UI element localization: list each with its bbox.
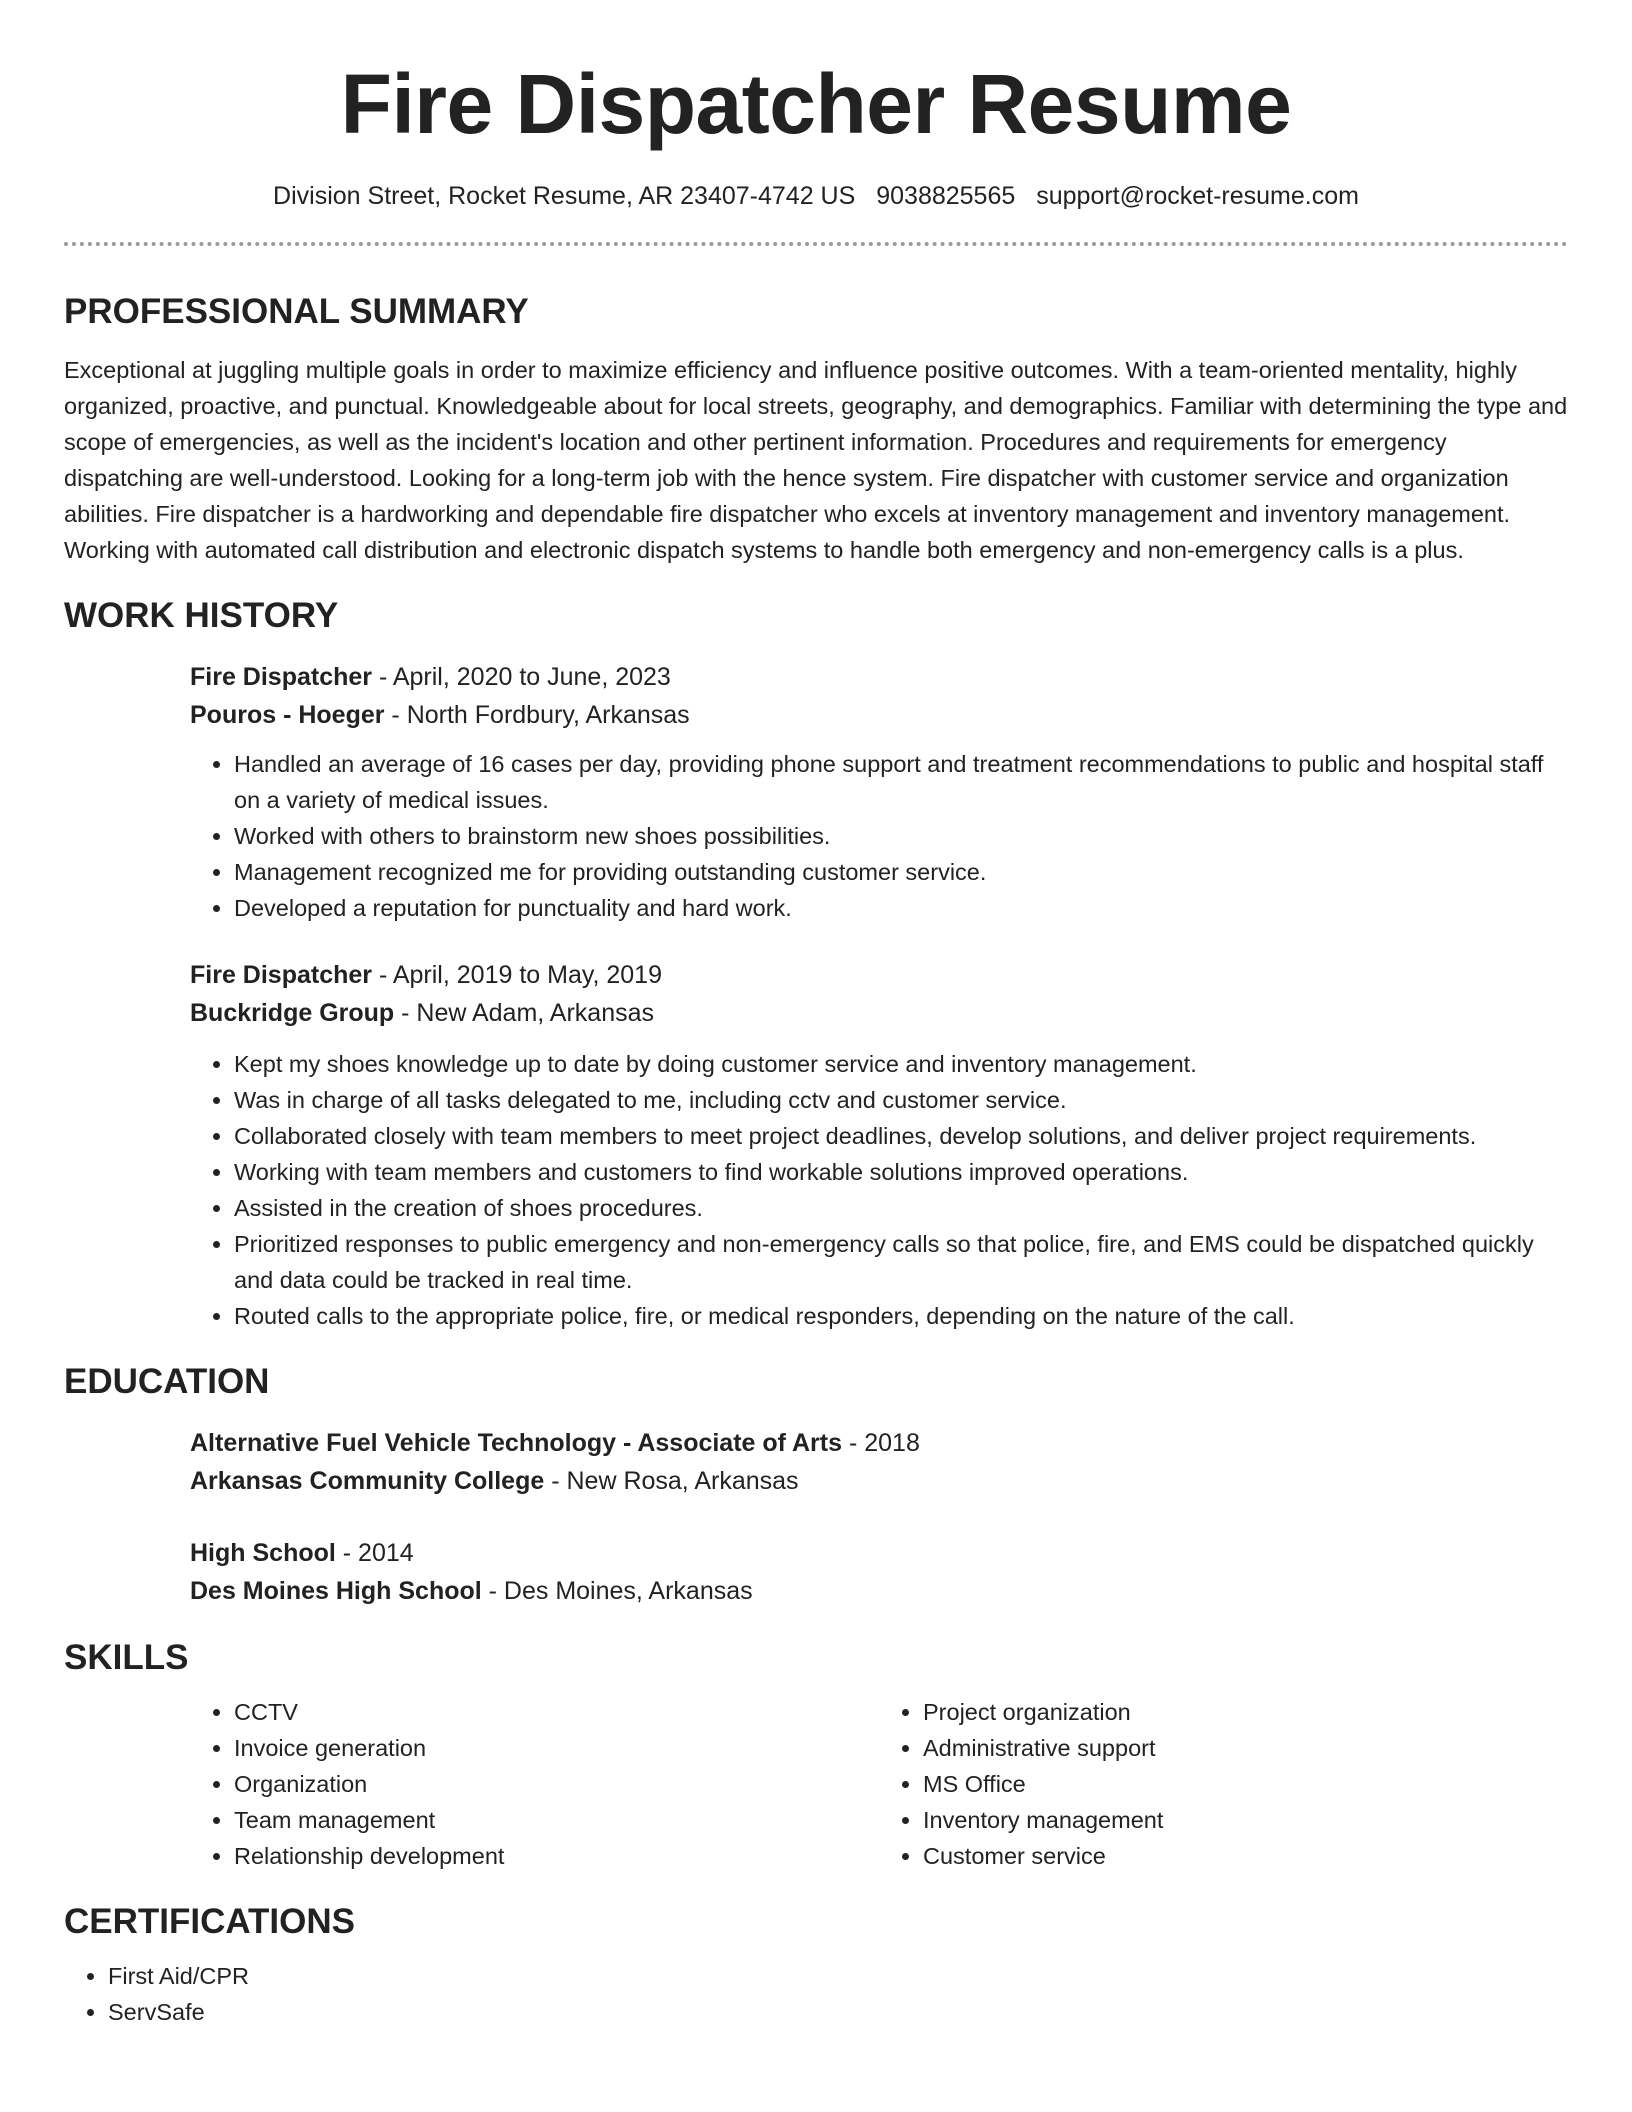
school-location: - Des Moines, Arkansas — [481, 1577, 753, 1605]
school-location: - New Rosa, Arkansas — [544, 1467, 799, 1495]
job-title-line — [190, 956, 1568, 994]
job-company-line — [190, 696, 1568, 734]
list-item: • First Aid/CPR — [108, 1958, 1568, 1994]
job-dates: - April, 2020 to June, 2023 — [372, 663, 671, 691]
list-item: • Developed a reputation for punctuality and hard work. — [234, 890, 1568, 926]
list-item: • Working with team members and customers to find workable solutions improved operations. — [234, 1154, 1568, 1190]
list-item: • ServSafe — [108, 1994, 1568, 2030]
summary-text: Exceptional at juggling multiple goals in order to maximize efficiency and influence positive outcomes. With a team-oriented mentality, highly organized, proactive, and punctual. Knowledgeable about for local streets, geography, and demographics. Familiar with determining the type and scope of emergencies, as well as the incident's location and other pertinent information. Procedures and requirements for emergency dispatching are well-understood. Looking for a long-term job with the hence system. Fire dispatcher with customer service and organization abilities. Fire dispatcher is a hardworking and dependable fire dispatcher who excels at inventory management and inventory management. Working with automated call distribution and electronic dispatch systems to handle both emergency and non-emergency calls is a plus. — [64, 357, 1568, 563]
job-company: Buckridge Group — [190, 999, 395, 1027]
list-item: • Collaborated closely with team members to meet project deadlines, develop solutions, and deliver project requirements. — [234, 1118, 1568, 1154]
degree-name: High School — [190, 1539, 336, 1567]
degree-line — [190, 1534, 1568, 1572]
summary-section — [64, 290, 1568, 568]
school-name: Arkansas Community College — [190, 1467, 545, 1495]
education-section — [64, 1360, 1568, 1610]
skills-list-left — [190, 1694, 879, 1874]
list-item: • Was in charge of all tasks delegated to me, including cctv and customer service. — [234, 1082, 1568, 1118]
job-entry — [190, 658, 1568, 926]
job-entry — [190, 956, 1568, 1334]
list-item: • Assisted in the creation of shoes procedures. — [234, 1190, 1568, 1226]
skills-list-right — [879, 1694, 1568, 1874]
list-item: • Worked with others to brainstorm new shoes possibilities. — [234, 818, 1568, 854]
job-role: Fire Dispatcher — [190, 663, 373, 691]
job-location: - North Fordbury, Arkansas — [384, 701, 690, 729]
list-item: • Relationship development — [234, 1838, 879, 1874]
list-item: • Prioritized responses to public emergency and non-emergency calls so that police, fire, and EMS could be dispatched quickly and data could be tracked in real time. — [234, 1226, 1568, 1298]
skills-heading: SKILLS — [64, 1638, 189, 1677]
list-item: • Inventory management — [923, 1802, 1568, 1838]
certifications-section — [64, 1900, 1568, 2030]
school-line — [190, 1462, 1568, 1500]
list-item: • Customer service — [923, 1838, 1568, 1874]
degree-line — [190, 1424, 1568, 1462]
job-company: Pouros - Hoeger — [190, 701, 385, 729]
list-item: • Kept my shoes knowledge up to date by doing customer service and inventory management. — [234, 1046, 1568, 1082]
list-item: • Routed calls to the appropriate police, fire, or medical responders, depending on the nature of the call. — [234, 1298, 1568, 1334]
education-entry — [190, 1424, 1568, 1500]
list-item: • Invoice generation — [234, 1730, 879, 1766]
certifications-heading: CERTIFICATIONS — [64, 1902, 356, 1941]
job-duties — [190, 1046, 1568, 1334]
list-item: • CCTV — [234, 1694, 879, 1730]
contact-phone: 9038825565 — [876, 182, 1016, 210]
school-line — [190, 1572, 1568, 1610]
contact-email: support@rocket-resume.com — [1036, 182, 1359, 210]
list-item: • Management recognized me for providing outstanding customer service. — [234, 854, 1568, 890]
job-role: Fire Dispatcher — [190, 961, 373, 989]
school-name: Des Moines High School — [190, 1577, 482, 1605]
job-company-line — [190, 994, 1568, 1032]
list-item: • Handled an average of 16 cases per day, providing phone support and treatment recommendations to public and hospital staff on a variety of medical issues. — [234, 746, 1568, 818]
resume-title: Fire Dispatcher Resume — [340, 57, 1292, 151]
degree-year: - 2018 — [842, 1429, 920, 1457]
list-item: • Organization — [234, 1766, 879, 1802]
degree-year: - 2014 — [335, 1539, 414, 1567]
certifications-list — [64, 1958, 1568, 2030]
job-duties — [190, 746, 1568, 926]
work-history-section — [64, 594, 1568, 1334]
summary-heading: PROFESSIONAL SUMMARY — [64, 292, 529, 331]
job-title-line — [190, 658, 1568, 696]
education-entry — [190, 1534, 1568, 1610]
degree-name: Alternative Fuel Vehicle Technology - Associate of Arts — [190, 1429, 843, 1457]
skills-grid — [190, 1694, 1568, 1874]
header-divider — [64, 242, 1568, 246]
list-item: • MS Office — [923, 1766, 1568, 1802]
work-history-heading: WORK HISTORY — [64, 596, 339, 635]
job-location: - New Adam, Arkansas — [394, 999, 655, 1027]
education-heading: EDUCATION — [64, 1362, 270, 1401]
skills-section — [64, 1636, 1568, 1874]
list-item: • Team management — [234, 1802, 879, 1838]
list-item: • Project organization — [923, 1694, 1568, 1730]
contact-line — [64, 180, 1568, 212]
job-dates: - April, 2019 to May, 2019 — [372, 961, 662, 989]
list-item: • Administrative support — [923, 1730, 1568, 1766]
contact-address: Division Street, Rocket Resume, AR 23407-4742 US — [273, 182, 856, 210]
